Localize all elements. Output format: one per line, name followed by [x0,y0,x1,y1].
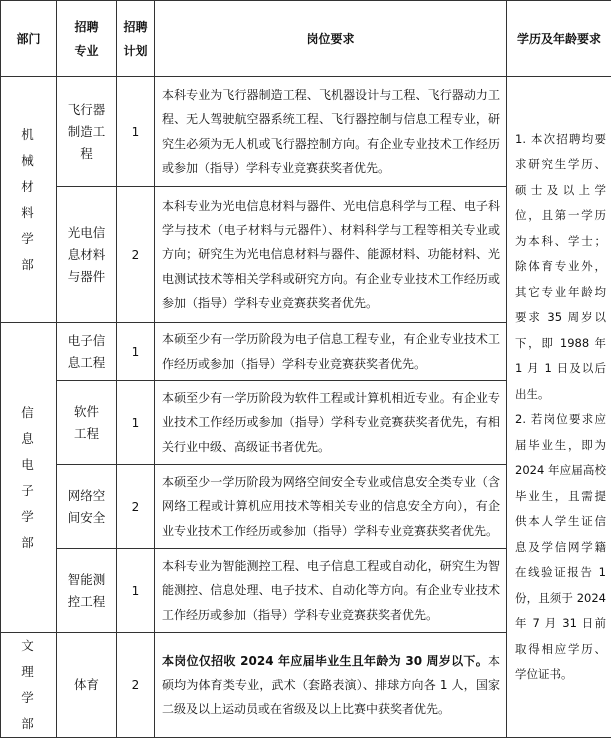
header-major: 招聘专业 [57,1,117,77]
count-cell: 2 [117,187,155,323]
major-cell: 光电信息材料与器件 [57,187,117,323]
requirement-text: 本硕至少有一学历阶段为电子信息工程专业，有企业专业技术工作经历或参加（指导）学科专业竞赛获奖者优先。 [162,332,500,370]
major-cell: 软件工程 [57,381,117,465]
requirement-text: 本科专业为光电信息材料与器件、光电信息科学与工程、电子科学与技术（电子材料与元器件）、材料科学与工程等相关专业或方向；研究生为光电信息材料与器件、能源材料、功能材料、光电测试技术等相关学科或研究方向。有企业专业技术工作经历或参加（指导）学科专业竞赛获奖者优先。 [162,199,500,310]
count-cell: 1 [117,323,155,381]
requirement-text: 本科专业为飞行器制造工程、飞机器设计与工程、飞行器动力工程、无人驾驶航空器系统工程、飞行器控制与信息工程专业，研究生必须为无人机或飞行器控制方向。有企业专业技术工作经历或参加（指导）学科专业竞赛获奖者优先。 [162,88,500,175]
count-cell: 2 [117,465,155,549]
major-cell: 体育 [57,633,117,738]
requirement-text: 本科专业为智能测控工程、电子信息工程或自动化，研究生为智能测控、信息处理、电子技术、自动化等方向。有企业专业技术工作经历或参加（指导）学科专业竞赛获奖者优先。 [162,559,500,622]
major-cell: 飞行器制造工程 [57,77,117,187]
count-cell: 1 [117,381,155,465]
requirement-cell [155,465,507,549]
header-dept: 部门 [1,1,57,77]
requirement-cell [155,77,507,187]
education-requirements-cell [507,77,611,738]
requirement-cell [155,549,507,633]
education-note-1: 1. 本次招聘均要求研究生学历、硕士及以上学位，且第一学历为本科、学士；除体育专业外，其它专业年龄均要求 35 周岁以下，即 1988 年 1 月 1 日及以后出生。 [515,127,606,408]
dept-cell-arts-science: 文理学部 [1,633,57,738]
requirement-cell [155,381,507,465]
count-cell: 1 [117,549,155,633]
requirement-text: 本硕均为体育类专业，武术（套路表演）、排球方向各 1 人，国家二级及以上运动员或在省级及以上比赛中获奖者优先。 [162,654,500,717]
header-requirements: 岗位要求 [155,1,507,77]
dept-cell-mechanical: 机械材料学部 [1,77,57,323]
requirement-text: 本硕至少一学历阶段为网络空间安全专业或信息安全类专业（含网络工程或计算机应用技术等相关专业的信息安全方向），有企业专业技术工作经历或参加（指导）学科专业竞赛获奖者优先。 [162,475,500,538]
requirement-cell [155,323,507,381]
major-cell: 电子信息工程 [57,323,117,381]
education-note-2: 2. 若岗位要求应届毕业生，即为 2024 年应届高校毕业生，且需提供本人学生证信息及学信网学籍在线验证报告 1 份，且须于 2024 年 7 月 31 日前取得相应学历、学位证书。 [515,407,606,688]
requirement-text: 本硕至少有一学历阶段为软件工程或计算机相近专业。有企业专业技术工作经历或参加（指导）学科专业竞赛获奖者优先，有相关行业中级、高级证书者优先。 [162,391,500,454]
header-education: 学历及年龄要求 [507,1,611,77]
major-cell: 智能测控工程 [57,549,117,633]
major-cell: 网络空间安全 [57,465,117,549]
header-row [1,1,611,77]
count-cell: 1 [117,77,155,187]
requirement-cell [155,187,507,323]
table-row [1,77,611,187]
requirement-cell [155,633,507,738]
header-count: 招聘计划 [117,1,155,77]
count-cell: 2 [117,633,155,738]
dept-cell-information: 信息电子学部 [1,323,57,633]
requirement-bold: 本岗位仅招收 2024 年应届毕业生且年龄为 30 周岁以下。 [162,654,488,668]
